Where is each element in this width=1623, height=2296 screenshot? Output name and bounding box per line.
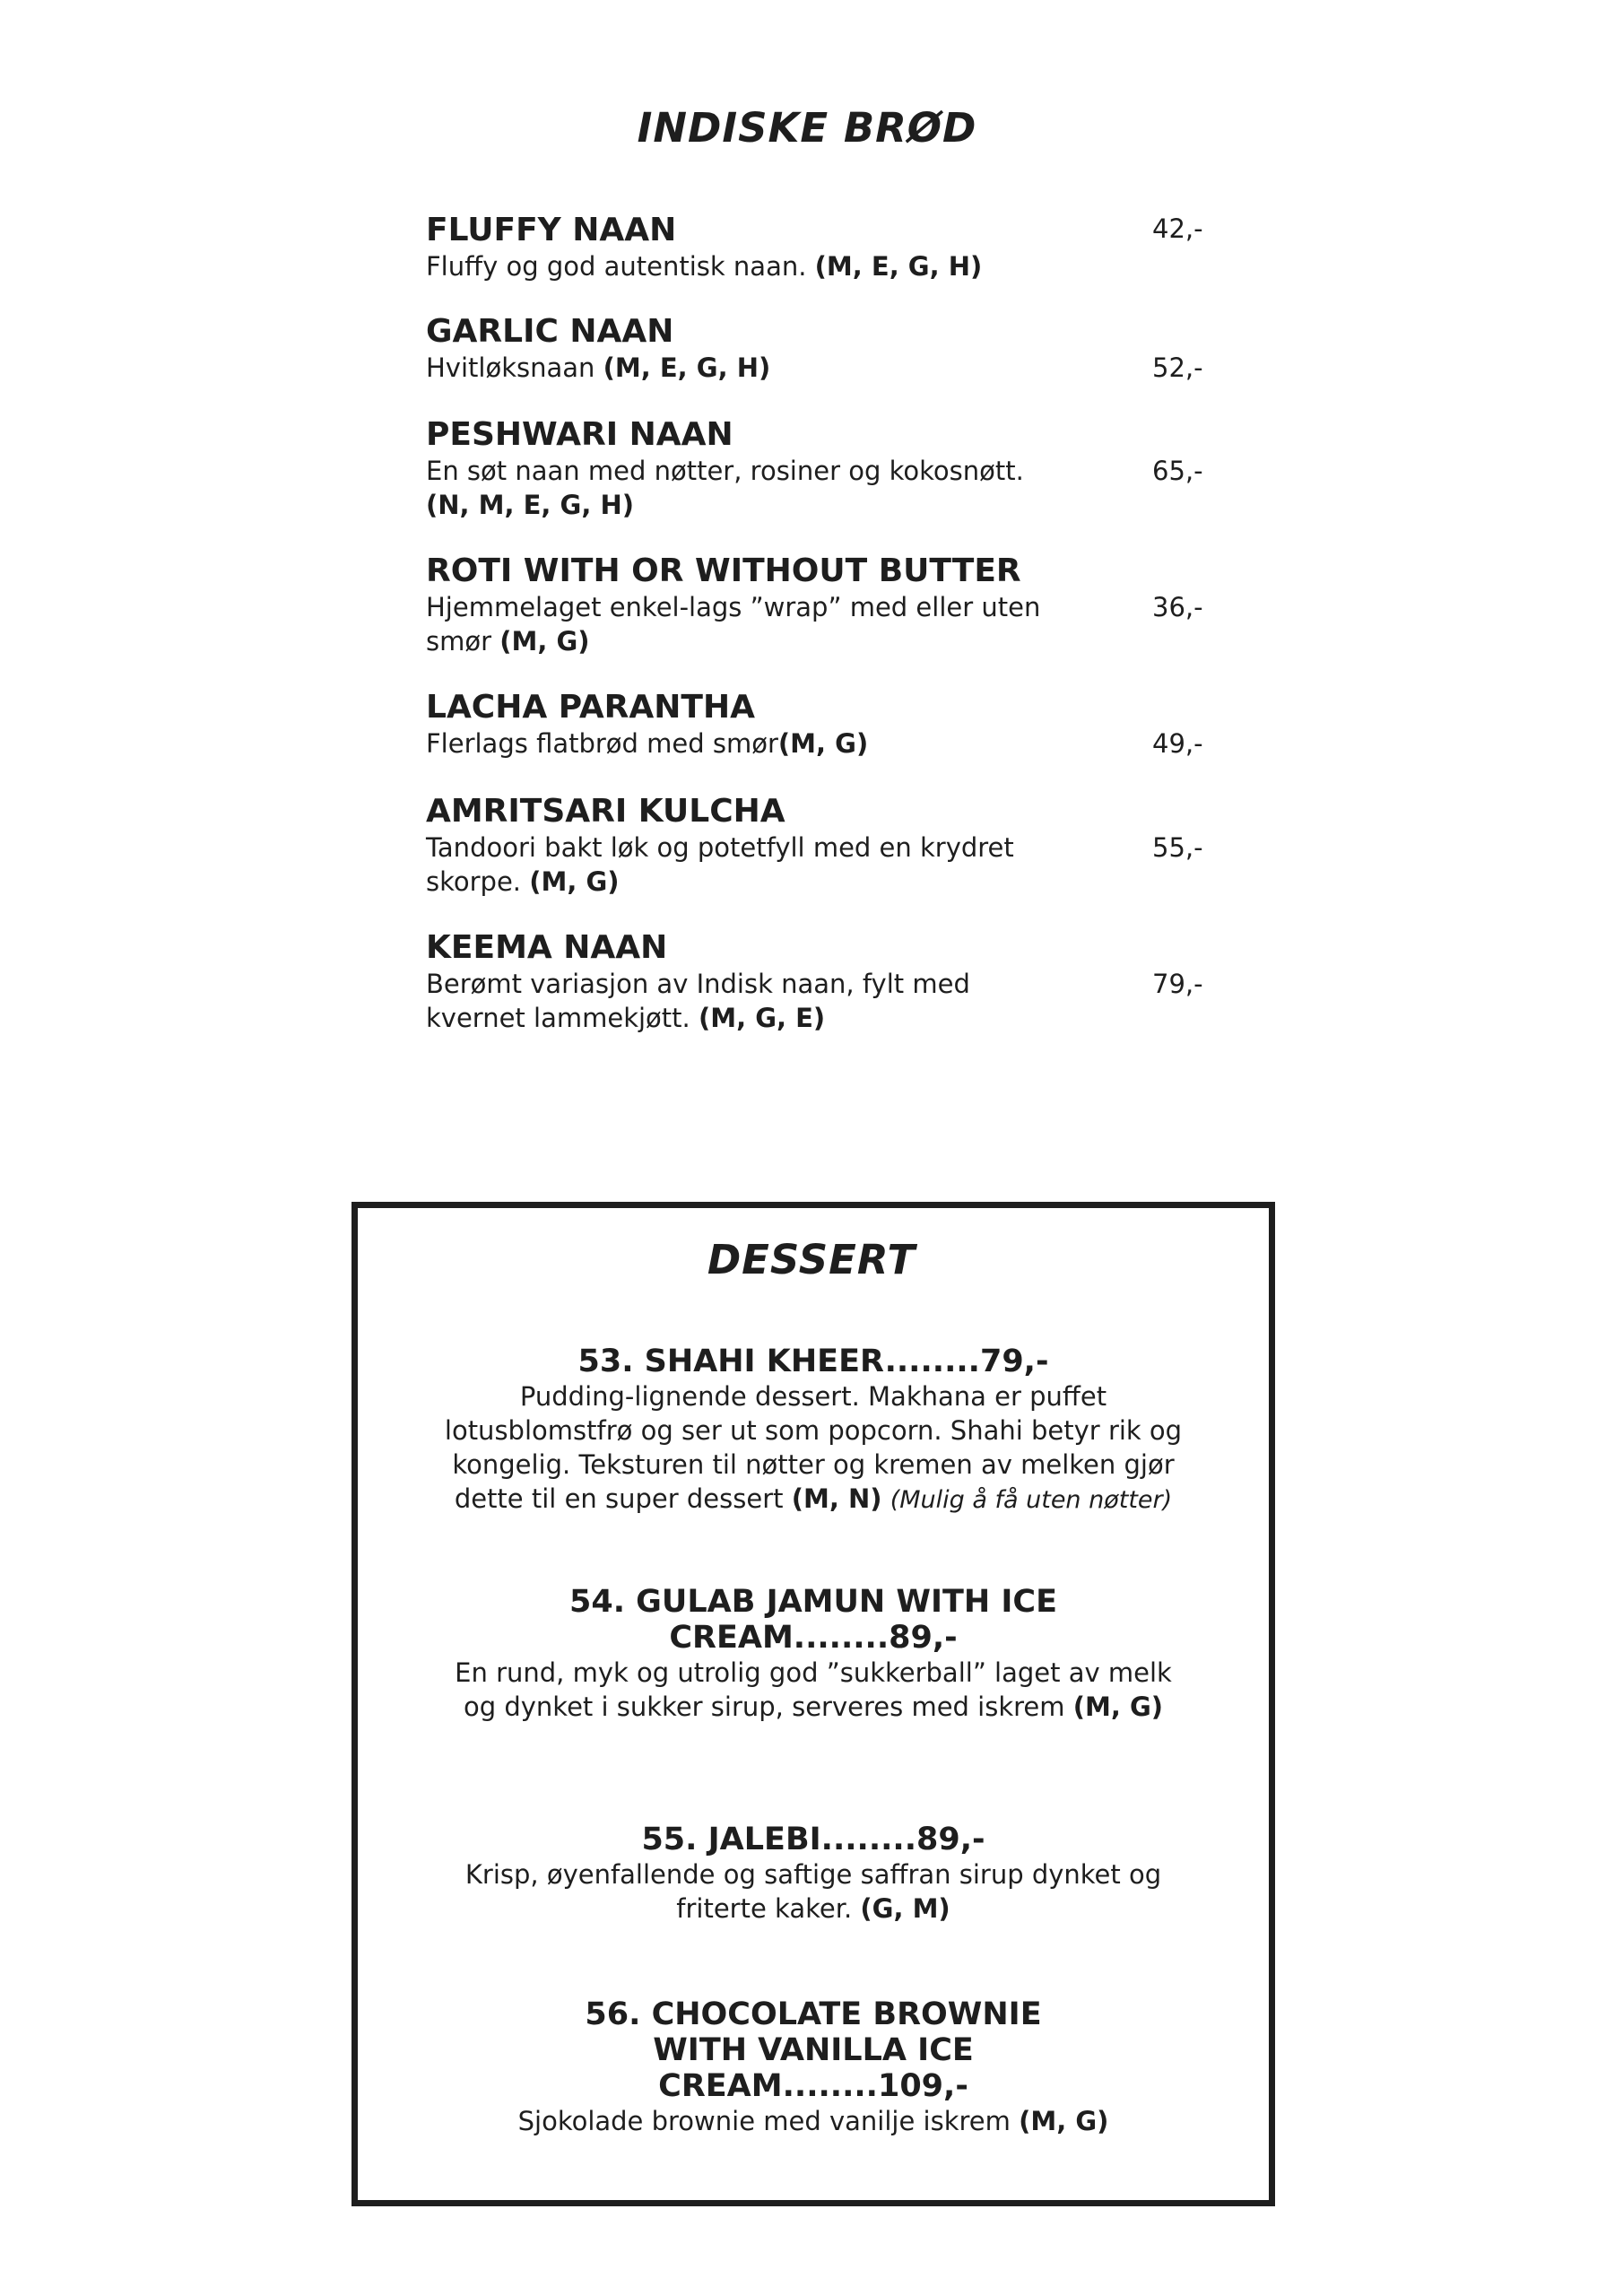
menu-item-roti	[426, 552, 1215, 658]
dessert-price: ........89,-	[820, 1822, 985, 1857]
menu-item-amritsari-kulcha	[426, 793, 1215, 899]
allergen-codes: (M, G)	[1072, 1692, 1164, 1722]
dessert-name-text: 54. GULAB JAMUN WITH ICE CREAM	[568, 1584, 1058, 1656]
dessert-price: ........89,-	[793, 1620, 958, 1656]
section-title-dessert: DESSERT	[707, 1236, 916, 1283]
item-price: 36,-	[1152, 592, 1203, 622]
item-name: ROTI WITH OR WITHOUT BUTTER	[426, 552, 1021, 589]
item-name: KEEMA NAAN	[426, 929, 668, 966]
menu-item-fluffy-naan	[426, 212, 1215, 283]
dessert-note: (Mulig å få uten nøtter)	[890, 1486, 1173, 1514]
item-description-text: Hjemmelaget enkel-lags ”wrap” med eller uten smør	[426, 592, 1041, 657]
item-description-text: Flerlags flatbrød med smør	[426, 728, 778, 759]
allergen-codes: (M, G)	[529, 866, 620, 897]
item-description	[426, 967, 1054, 1035]
item-name: GARLIC NAAN	[426, 313, 674, 350]
dessert-name-text: 53. SHAHI KHEER	[577, 1344, 885, 1379]
dessert-description-text: Sjokolade brownie med vanilje iskrem	[517, 2106, 1020, 2136]
item-name: PESHWARI NAAN	[426, 416, 733, 453]
item-price: 65,-	[1152, 456, 1203, 486]
dessert-price: ........79,-	[884, 1344, 1049, 1379]
allergen-codes: (M, E, G, H)	[603, 352, 771, 383]
allergen-codes: (M, G, E)	[698, 1003, 826, 1033]
item-price: 79,-	[1152, 969, 1203, 999]
dessert-price: ........109,-	[782, 2068, 968, 2104]
item-price: 49,-	[1152, 728, 1203, 759]
dessert-name	[441, 1822, 1185, 1857]
menu-item-lacha-parantha	[426, 689, 1215, 761]
allergen-codes: (M, N)	[791, 1483, 882, 1514]
dessert-item-gulab-jamun	[441, 1584, 1185, 1724]
item-name: FLUFFY NAAN	[426, 212, 677, 248]
item-description-text: Tandoori bakt løk og potetfyll med en krydret skorpe.	[426, 832, 1014, 897]
item-name: AMRITSARI KULCHA	[426, 793, 785, 830]
allergen-codes: (M, G)	[499, 626, 590, 657]
allergen-codes: (G, M)	[860, 1893, 950, 1924]
dessert-item-jalebi	[441, 1822, 1185, 1926]
dessert-item-chocolate-brownie	[441, 1996, 1185, 2138]
dessert-name	[441, 1344, 1185, 1379]
item-price: 42,-	[1152, 213, 1203, 244]
item-description	[426, 249, 1054, 283]
menu-item-peshwari-naan	[426, 416, 1215, 522]
dessert-name-text: 56. CHOCOLATE BROWNIE WITH VANILLA ICE CREAM	[585, 1996, 1042, 2104]
dessert-name-text: 55. JALEBI	[641, 1822, 821, 1857]
menu-item-garlic-naan	[426, 313, 1215, 385]
item-price: 52,-	[1152, 352, 1203, 383]
item-description	[426, 454, 1054, 522]
dessert-description	[441, 1656, 1185, 1724]
allergen-codes: (M, G)	[1019, 2106, 1109, 2136]
allergen-codes: (N, M, E, G, H)	[426, 490, 634, 520]
dessert-description-text: En rund, myk og utrolig god ”sukkerball” laget av melk og dynket i sukker sirup, serveres med iskrem	[455, 1657, 1172, 1722]
dessert-item-shahi-kheer	[441, 1344, 1185, 1518]
item-description-text: En søt naan med nøtter, rosiner og kokosnøtt.	[426, 456, 1024, 486]
dessert-name	[535, 1996, 1091, 2104]
item-description	[426, 590, 1054, 658]
item-description	[426, 726, 1054, 761]
allergen-codes: (M, E, G, H)	[814, 251, 983, 282]
menu-item-keema-naan	[426, 929, 1215, 1035]
section-title-indiske-brod: INDISKE BRØD	[637, 104, 977, 152]
dessert-description	[441, 1379, 1185, 1518]
dessert-description	[441, 1857, 1185, 1926]
item-description-text: Berømt variasjon av Indisk naan, fylt med kvernet lammekjøtt.	[426, 969, 970, 1033]
dessert-description-text: Pudding-lignende dessert. Makhana er puffet lotusblomstfrø og ser ut som popcorn. Shahi betyr rik og kongelig. Teksturen til nøtter og kremen av melken gjør dette til en super dessert	[444, 1381, 1183, 1514]
dessert-name	[562, 1584, 1064, 1656]
item-description	[426, 831, 1054, 899]
item-price: 55,-	[1152, 832, 1203, 863]
dessert-description-text: Krisp, øyenfallende og saftige saffran sirup dynket og friterte kaker.	[464, 1859, 1162, 1924]
item-description	[426, 351, 1054, 385]
item-name: LACHA PARANTHA	[426, 689, 755, 726]
dessert-description	[441, 2104, 1185, 2138]
item-description-text: Fluffy og god autentisk naan.	[426, 251, 815, 282]
item-description-text: Hvitløksnaan	[426, 352, 603, 383]
allergen-codes: (M, G)	[777, 728, 869, 759]
